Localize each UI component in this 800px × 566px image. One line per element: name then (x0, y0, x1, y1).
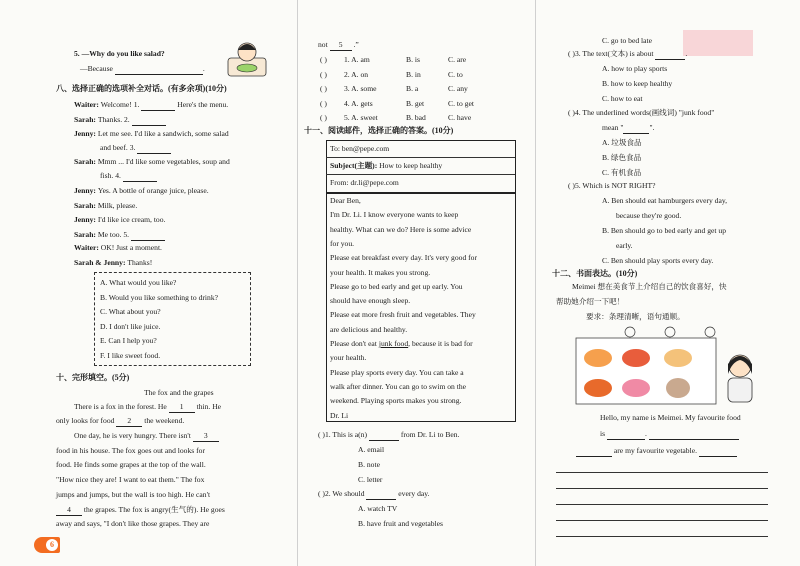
email-line: Please eat breakfast every day. It's very good for (330, 253, 477, 263)
email-from (330, 178, 399, 188)
option-a: 4. A. gets (344, 98, 373, 108)
answer-paren[interactable]: ( ) (568, 181, 575, 190)
q5-reply: —Because . (80, 64, 205, 73)
dialog-line (74, 258, 152, 268)
q5-option: because they're good. (616, 211, 682, 220)
story-line (56, 519, 209, 529)
story-line (56, 505, 225, 516)
email-line: walk after dinner. You can go to swim on the (330, 381, 467, 391)
q3-option: A. how to play sports (602, 64, 668, 73)
story-text: the weekend. (142, 416, 185, 425)
email-line: Please eat more fresh fruit and vegetables. They (330, 310, 476, 320)
q1-option: A. email (358, 445, 385, 454)
q4-option: A. 垃圾食品 (602, 138, 642, 147)
dialog-line (74, 100, 228, 111)
dialog-line (74, 157, 230, 167)
dialog-text: Here's the menu. (175, 100, 229, 109)
cloze-blank[interactable]: 4 (56, 505, 82, 516)
column-divider (297, 0, 298, 566)
subject-text: How to keep healthy (379, 161, 443, 170)
option-a: 1. A. am (344, 55, 370, 64)
answer-paren[interactable]: ( ) (320, 55, 327, 64)
writing-is: is (600, 429, 606, 438)
answer-paren[interactable]: ( ) (568, 108, 575, 117)
story-text: thin. He (194, 402, 222, 411)
junk-food-underlined: junk food (378, 339, 409, 348)
writing-line-1: Hello, my name is Meimei. My favourite food (600, 413, 741, 422)
story-text: There is a fox in the forest. He (74, 402, 169, 411)
speaker: Jenny: (74, 129, 98, 138)
dialog-line (74, 230, 165, 241)
food-board-icon (570, 324, 720, 406)
question-1 (318, 430, 459, 441)
option-c: C. have (448, 113, 472, 122)
option-b: B. a (406, 84, 419, 93)
dialog-text: Let me see. I'd like a sandwich, some salad (97, 129, 229, 138)
question-5 (568, 181, 655, 191)
story-text: the grapes. The fox is angry(生气的). He goes (82, 505, 225, 514)
email-line: your health. (330, 353, 367, 363)
writing-prompt-1: Meimei 想在美食节上介绍自己的饮食喜好，快 (572, 282, 727, 291)
girl-eating-icon (224, 38, 270, 78)
dialog-line (74, 215, 165, 225)
column-right (552, 0, 768, 566)
question-text: . (685, 49, 688, 58)
email-line: Please go to bed early and get up early. You (330, 281, 463, 291)
email-line: should have enough sleep. (330, 296, 411, 306)
email-line: for you. (330, 238, 355, 248)
section8-title: 八、选择正确的选项补全对话。(有多余项)(10分) (56, 84, 227, 93)
q2-option-c: C. go to bed late (602, 36, 652, 45)
q3-option: C. how to eat (602, 94, 643, 103)
story-line (56, 416, 184, 427)
q5-option: A. Ben should eat hamburgers every day, (602, 196, 728, 205)
writing-rule[interactable] (556, 536, 768, 537)
dialog-text: Me too. 5. (97, 230, 130, 239)
dialog-text: fish. 4. (100, 171, 121, 180)
answer-blank[interactable] (607, 429, 645, 440)
section12-title: 十二、书面表达。(10分) (552, 269, 638, 278)
dialog-line (74, 201, 137, 211)
divider (326, 157, 515, 158)
story-text: jumps and jumps, but the wall is too high. He can't (56, 490, 211, 499)
email-line: Please play sports every day. You can take a (330, 367, 464, 377)
dialog-text: Mmm ... I'd like some vegetables, soup and (97, 157, 230, 166)
speaker: Sarah: (74, 157, 98, 166)
speaker: Sarah & Jenny: (74, 258, 128, 267)
answer-blank[interactable] (649, 429, 739, 440)
email-text: , because it is bad for (408, 339, 473, 348)
writing-line-2: is . (600, 429, 739, 440)
cloze-blank[interactable]: 3 (193, 431, 219, 442)
writing-rule[interactable] (556, 520, 768, 521)
dialog-text: Milk, please. (97, 201, 138, 210)
q5-reply-text: —Because (80, 64, 113, 73)
q5-option: C. Ben should play sports every day. (602, 256, 714, 265)
column-left (56, 0, 271, 566)
column-middle (304, 0, 513, 566)
story-end-line: not 5 .” (318, 40, 359, 49)
answer-blank[interactable] (115, 64, 203, 75)
q5-option: B. Ben should go to bed early and get up (602, 226, 727, 235)
dialog-line (74, 243, 162, 253)
speaker: Waiter: (74, 243, 101, 252)
question-text: ". (649, 123, 655, 132)
q1-option: B. note (358, 460, 380, 469)
option-item: C. What about you? (100, 307, 161, 316)
page-number: 6 (46, 539, 58, 551)
cloze-blank[interactable]: 1 (169, 402, 195, 413)
dialog-line (74, 115, 166, 126)
email-line: Dr. Li (330, 410, 349, 420)
subject-label: Subject(主题): (330, 161, 378, 170)
story-line (74, 431, 219, 442)
answer-paren[interactable]: ( ) (320, 84, 327, 93)
dialog-text: Yes. A bottle of orange juice, please. (97, 186, 209, 195)
answer-blank[interactable] (132, 115, 166, 126)
email-line (330, 339, 473, 349)
email-to (330, 144, 389, 154)
email-line: weekend. Playing sports makes you strong. (330, 396, 462, 406)
answer-blank[interactable] (141, 100, 175, 111)
option-b: B. bad (406, 113, 426, 122)
divider (326, 174, 515, 175)
q4-option: B. 绿色食品 (602, 153, 642, 162)
question-text: 3. The text(文本) is about (574, 49, 656, 58)
option-b: B. in (406, 69, 421, 79)
option-b: B. is (406, 55, 420, 64)
option-a: 5. A. sweet (344, 113, 378, 122)
section10-title: 十、完形填空。(5分) (56, 373, 130, 382)
email-text: Please don't eat (330, 339, 379, 348)
answer-blank[interactable] (366, 489, 396, 500)
dialog-text: Thanks! (127, 258, 153, 267)
question-text: from Dr. Li to Ben. (398, 430, 460, 439)
writing-rule[interactable] (556, 472, 768, 473)
story-line (56, 475, 204, 485)
q1-option: C. letter (358, 475, 383, 484)
option-item: F. I like sweet food. (100, 350, 161, 360)
question-text: 1. This is a(n) (324, 430, 369, 439)
answer-blank[interactable] (576, 446, 612, 457)
writing-prompt-2: 帮助她介绍一下吧！ (556, 297, 625, 306)
story-title: The fox and the grapes (144, 388, 214, 397)
story-text: food in his house. The fox goes out and looks for (56, 446, 205, 455)
option-item: D. I don't like juice. (100, 321, 161, 331)
answer-paren[interactable]: ( ) (320, 69, 327, 79)
option-a: 2. A. on (344, 69, 369, 79)
answer-blank[interactable] (655, 49, 688, 60)
option-c: C. to (448, 69, 463, 79)
speaker: Sarah: (74, 201, 98, 210)
answer-paren[interactable]: ( ) (318, 430, 325, 439)
q2-option: B. have fruit and vegetables (358, 519, 443, 528)
question-text: 4. The underlined words(画线词) "junk food" (574, 108, 715, 117)
answer-blank[interactable] (137, 143, 171, 154)
story-text: "How nice they are! I want to eat them." The fox (56, 475, 205, 484)
q2-option: A. watch TV (358, 504, 398, 513)
question-text: 2. We should (324, 489, 367, 498)
writing-line-3 (576, 446, 737, 457)
writing-rule[interactable] (556, 488, 768, 489)
dialog-line (74, 186, 209, 196)
email-line: Dear Ben, (330, 196, 361, 205)
email-line: healthy. What can we do? Here is some advice (330, 224, 472, 234)
option-a: 3. A. some (344, 84, 377, 93)
speaker: Waiter: (74, 100, 101, 109)
question-text: every day. (396, 489, 430, 498)
story-text: away and says, "I don't like those grapes. They are (56, 519, 210, 528)
writing-vegetable: are my favourite vegetable. (613, 446, 697, 455)
dialog-text: Welcome! 1. (100, 100, 140, 109)
q5-option: early. (616, 241, 633, 250)
answer-blank[interactable] (623, 123, 649, 134)
story-text: only looks for food (56, 416, 117, 425)
dialog-line (100, 143, 171, 154)
email-from-text: From: dr.li@pepe.com (330, 178, 399, 187)
speaker: Jenny: (74, 215, 98, 224)
q3-option: B. how to keep healthy (602, 79, 673, 88)
option-c: C. any (448, 84, 468, 93)
email-subject (330, 161, 442, 171)
q5-text: 5. —Why do you like salad? (74, 49, 165, 58)
meimei-girl-icon (720, 352, 760, 404)
option-item: E. Can I help you? (100, 336, 157, 345)
dialog-text: I'd like ice cream, too. (97, 215, 166, 224)
email-line: your health. It makes you strong. (330, 267, 431, 277)
speaker: Jenny: (74, 186, 98, 195)
answer-blank[interactable] (699, 446, 737, 457)
option-b: B. get (406, 98, 425, 108)
q4-option: C. 有机食品 (602, 168, 642, 177)
email-to-text: To: ben@pepe.com (330, 144, 390, 153)
question-4 (568, 108, 714, 118)
answer-blank[interactable] (131, 230, 165, 241)
story-line (56, 446, 205, 456)
dialog-text: Thanks. 2. (97, 115, 130, 124)
email-line: I'm Dr. Li. I know everyone wants to keep (330, 210, 459, 220)
dialog-text: OK! Just a moment. (100, 243, 162, 252)
speaker: Sarah: (74, 230, 98, 239)
story-line (74, 402, 221, 413)
story-text: food. He finds some grapes at the top of the wall. (56, 460, 206, 469)
question-4-cont (602, 123, 654, 134)
option-c: C. to get (448, 98, 474, 108)
story-end-text: not (318, 40, 328, 49)
story-text: One day, he is very hungry. There isn't (74, 431, 193, 440)
cloze-blank-5[interactable]: 5 (330, 40, 352, 51)
section11-title: 十一、阅读邮件，选择正确的答案。(10分) (304, 126, 454, 135)
story-line (56, 460, 206, 470)
answer-paren[interactable]: ( ) (568, 49, 575, 58)
q5-line (74, 49, 165, 59)
writing-rule[interactable] (556, 504, 768, 505)
answer-paren[interactable]: ( ) (320, 98, 327, 108)
answer-blank[interactable] (369, 430, 399, 441)
page-number-tab (34, 537, 60, 553)
option-c: C. are (448, 55, 467, 64)
column-divider (535, 0, 536, 566)
dialog-line (100, 171, 157, 182)
story-line (56, 490, 210, 500)
cloze-blank[interactable]: 2 (116, 416, 142, 427)
dialog-text: and beef. 3. (100, 143, 136, 152)
option-item: B. Would you like something to drink? (100, 292, 218, 302)
question-text: mean " (602, 123, 624, 132)
email-line: are delicious and healthy. (330, 324, 408, 334)
option-item: A. What would you like? (100, 278, 177, 287)
answer-paren[interactable]: ( ) (320, 113, 327, 122)
answer-blank[interactable] (123, 171, 157, 182)
question-2 (318, 489, 429, 500)
speaker: Sarah: (74, 115, 98, 124)
answer-paren[interactable]: ( ) (318, 489, 325, 498)
dialog-line (74, 129, 229, 139)
question-3 (568, 49, 687, 60)
writing-prompt-3: 要求：条理清晰，语句通顺。 (586, 312, 685, 321)
question-text: 5. Which is NOT RIGHT? (574, 181, 656, 190)
